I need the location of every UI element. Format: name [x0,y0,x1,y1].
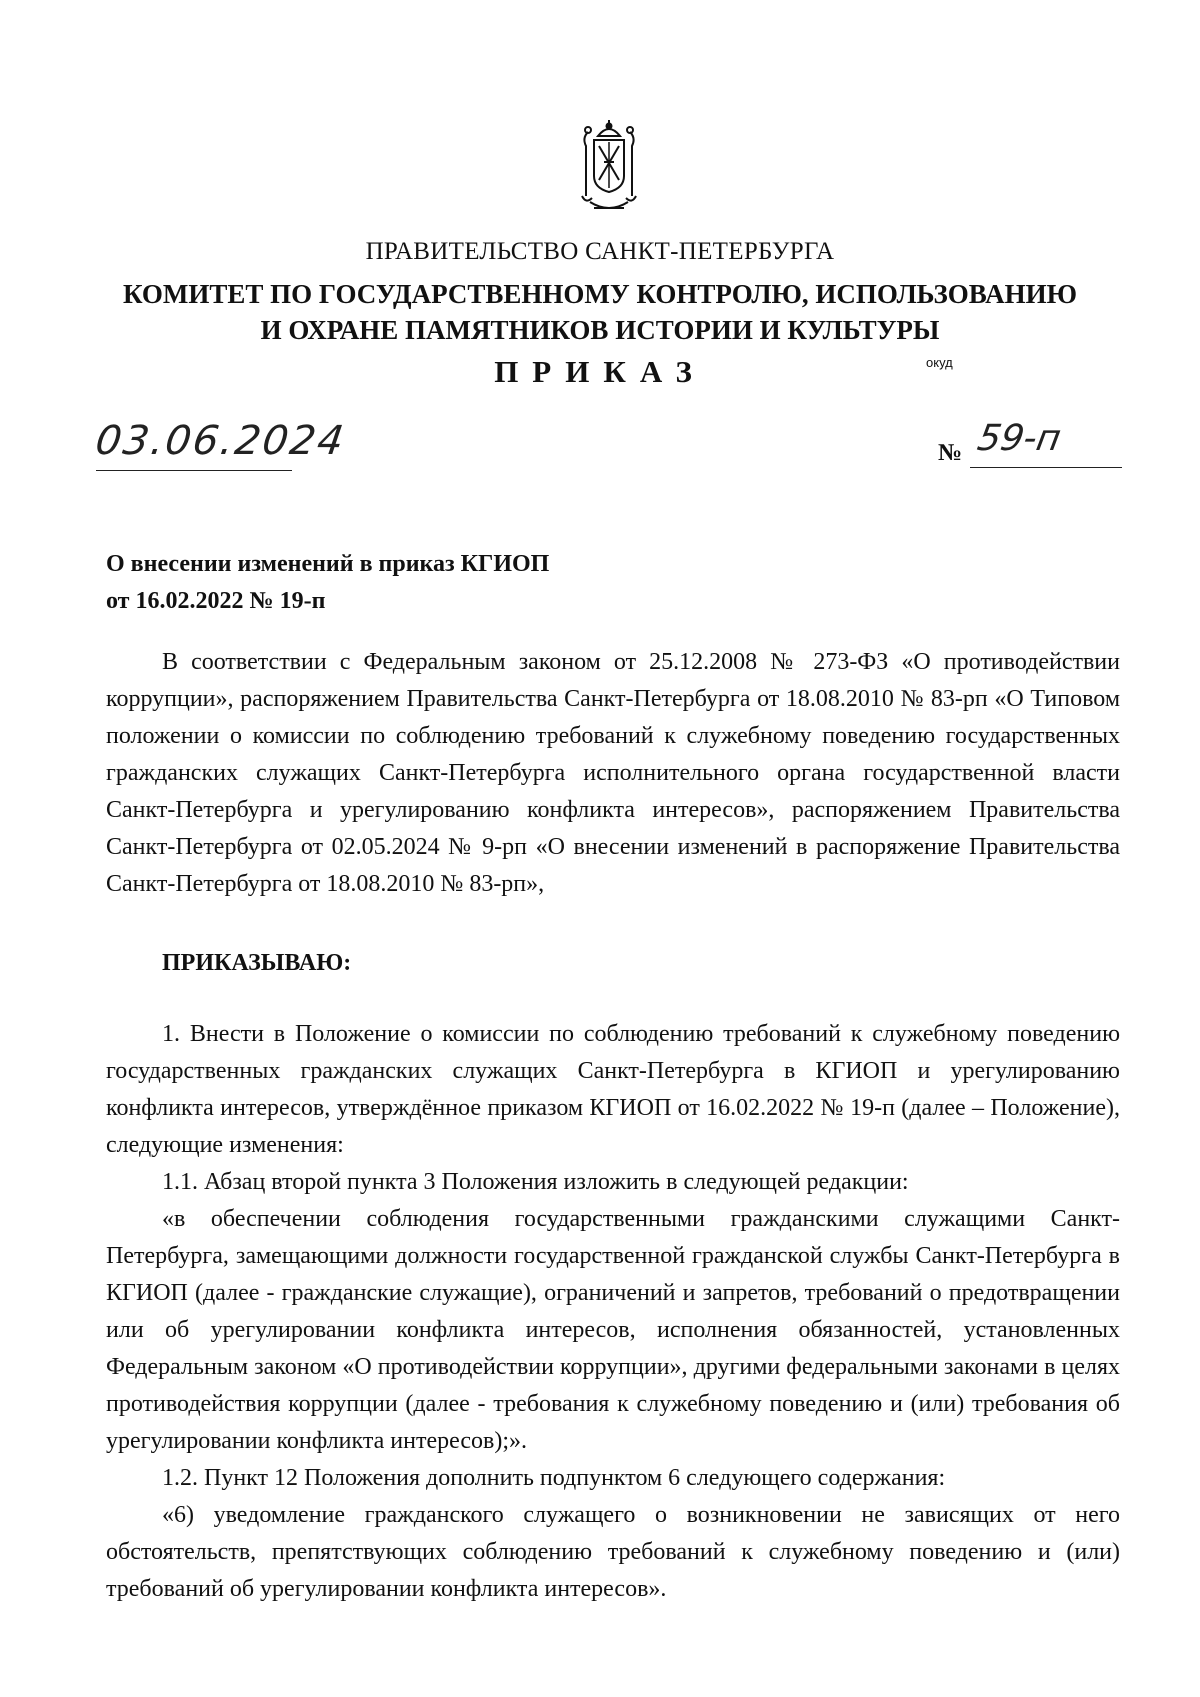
committee-title-line-2: И ОХРАНЕ ПАМЯТНИКОВ ИСТОРИИ И КУЛЬТУРЫ [260,315,940,345]
clause-1: 1. Внести в Положение о комиссии по соблюдению требований к служебному поведению государственных гражданских служащих Санкт-Петербурга в КГИОП и урегулированию конфликта интересов, утверждённое приказом КГИОП от 16.02.2022 № 19-п (далее – Положение), следующие изменения: [106,1021,1120,1158]
committee-title-line-1: КОМИТЕТ ПО ГОСУДАРСТВЕННОМУ КОНТРОЛЮ, ИСПОЛЬЗОВАНИЮ [123,279,1077,309]
government-title: ПРАВИТЕЛЬСТВО САНКТ-ПЕТЕРБУРГА [365,238,835,265]
number-label: № [938,440,963,466]
document-body [106,644,1120,1608]
handwritten-date: 03.06.2024 [92,418,349,464]
date-underline [96,470,292,471]
committee-title [100,276,1100,348]
number-underline [970,467,1122,468]
clause-1-2: 1.2. Пункт 12 Положения дополнить подпунктом 6 следующего содержания: [162,1465,946,1491]
clause-1-1: 1.1. Абзац второй пункта 3 Положения изложить в следующей редакции: [162,1169,909,1195]
preamble-paragraph: В соответствии с Федеральным законом от 25.12.2008 № 273-ФЗ «О противодействии коррупции», распоряжением Правительства Санкт-Петербурга от 18.08.2010 № 83-рп «О Типовом положении о комиссии по соблюдению требований к служебному поведению государственных гражданских служащих Санкт-Петербурга исполнительного органа государственной власти Санкт-Петербурга и урегулированию конфликта интересов», распоряжением Правительства Санкт-Петербурга от 02.05.2024 № 9-рп «О внесении изменений в распоряжение Правительства Санкт-Петербурга от 18.08.2010 № 83-рп», [106,649,1120,897]
order-directive: ПРИКАЗЫВАЮ: [162,950,352,976]
okud-label: окуд [926,355,953,370]
subject-line-2: от 16.02.2022 № 19-п [106,588,326,614]
subject-line-1: О внесении изменений в приказ КГИОП [106,551,550,577]
clause-1-2-quote: «6) уведомление гражданского служащего о возникновении не зависящих от него обстоятельств, препятствующих соблюдению требований к служебному поведению и (или) требований об урегулировании конфликта интересов». [106,1502,1120,1602]
handwritten-number: 59-п [974,418,1064,459]
document-subject [106,546,549,620]
saint-petersburg-coat-of-arms-icon [568,118,650,218]
clause-1-1-quote: «в обеспечении соблюдения государственными гражданскими служащими Санкт-Петербурга, замещающими должности государственной гражданской службы Санкт-Петербурга в КГИОП (далее - гражданские служащие), ограничений и запретов, требований о предотвращении или об урегулировании конфликта интересов, исполнения обязанностей, установленных Федеральным законом «О противодействии коррупции», другими федеральными законами в целях противодействия коррупции (далее - требования к служебному поведению и (или) требования об урегулировании конфликта интересов);». [106,1206,1120,1454]
document-type: ПРИКАЗ [494,354,706,389]
